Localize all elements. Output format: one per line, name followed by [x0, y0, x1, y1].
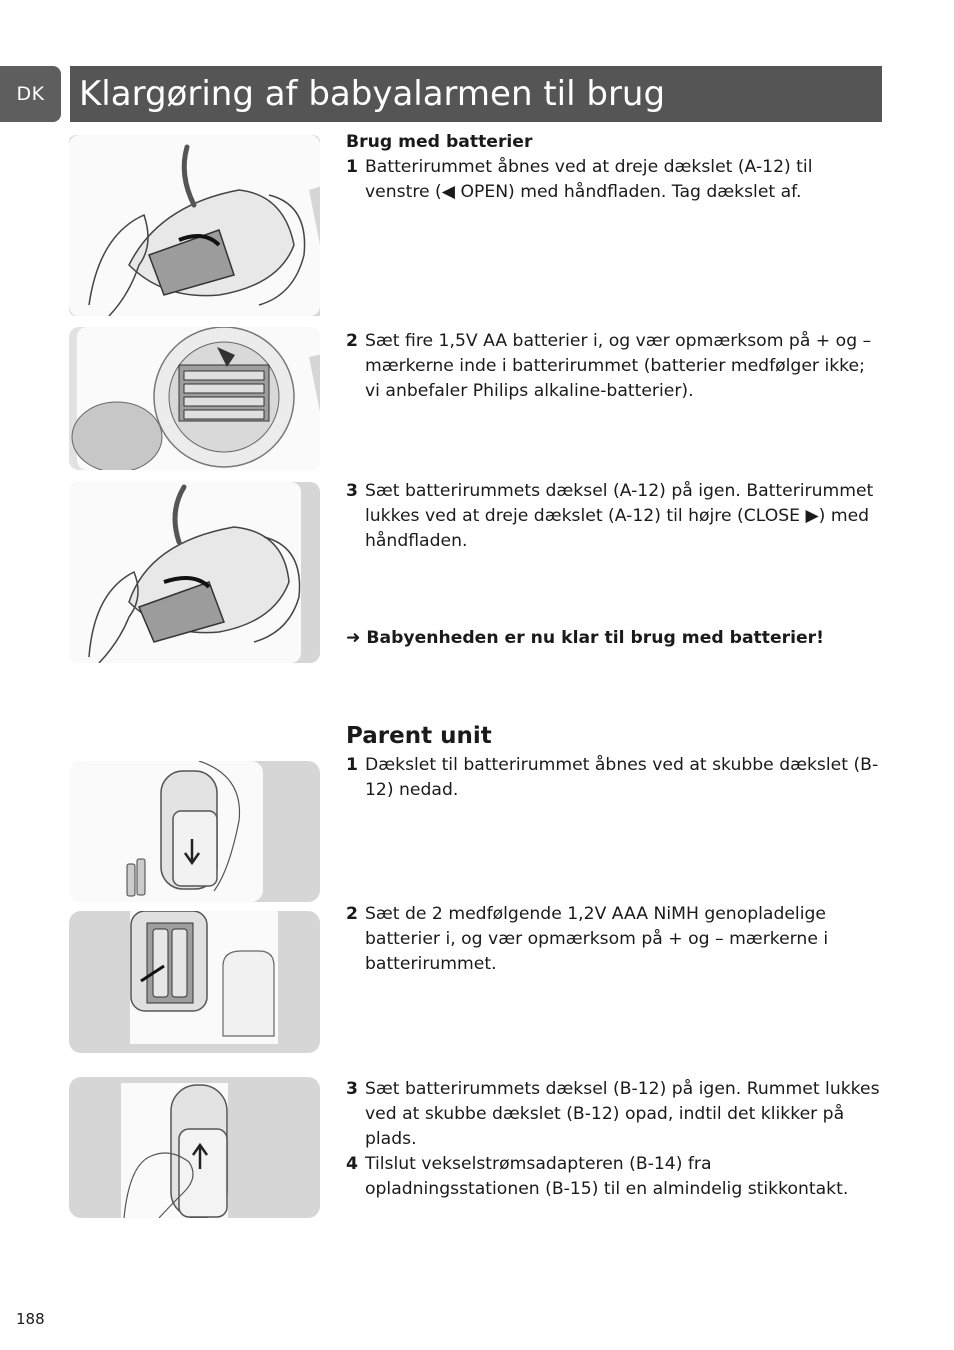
step-number: 4: [346, 1154, 358, 1174]
language-tab: DK: [0, 66, 61, 122]
step-item: [346, 1077, 881, 1152]
parent-unit-step-4-block: [346, 1152, 881, 1202]
parent-unit-step-1-block: [346, 753, 881, 803]
step-number: 1: [346, 755, 358, 775]
baby-unit-step-1-block: [346, 130, 881, 205]
step-text: Sæt batterirummets dæksel (A-12) på igen. Batterirummet lukkes ved at dreje dækslet (A-12) til højre (CLOSE ▶) med håndfladen.: [365, 481, 874, 551]
step-item: [346, 155, 881, 205]
step-number: 3: [346, 481, 358, 501]
result-note: [346, 628, 824, 648]
baby-unit-step-2-block: [346, 329, 881, 404]
illustration-open-parent-unit: [69, 761, 320, 902]
step-text: Sæt fire 1,5V AA batterier i, og vær opmærksom på + og – mærkerne inde i batterirummet (batterier medfølger ikke; vi anbefaler Philips alkaline-batterier).: [365, 331, 872, 401]
step-text: Sæt de 2 medfølgende 1,2V AAA NiMH genopladelige batterier i, og vær opmærksom på + og – mærkerne i batterirummet.: [365, 904, 829, 974]
step-text: Sæt batterirummets dæksel (B-12) på igen. Rummet lukkes ved at skubbe dækslet (B-12) opad, indtil det klikker på plads.: [365, 1079, 880, 1149]
step-number: 2: [346, 904, 358, 924]
parent-unit-step-3-block: [346, 1077, 881, 1152]
illustration-open-baby-unit: [69, 135, 320, 316]
section-heading-parent-unit: Parent unit: [346, 723, 492, 749]
arrow-icon: ➜: [346, 628, 361, 648]
subheading-batteries: Brug med batterier: [346, 132, 533, 152]
step-text: Tilslut vekselstrømsadapteren (B-14) fra opladningsstationen (B-15) til en almindelig stikkontakt.: [365, 1154, 849, 1199]
baby-unit-step-3-block: [346, 479, 881, 554]
page-number: 188: [16, 1310, 45, 1328]
page-title: Klargøring af babyalarmen til brug: [70, 66, 882, 122]
step-text: Batterirummet åbnes ved at dreje dækslet (A-12) til venstre (◀ OPEN) med håndfladen. Tag dækslet af.: [365, 157, 813, 202]
parent-unit-step-2-block: [346, 902, 881, 977]
step-number: 1: [346, 157, 358, 177]
illustration-close-baby-unit: [69, 482, 320, 663]
step-item: [346, 1152, 881, 1202]
step-text: Dækslet til batterirummet åbnes ved at skubbe dækslet (B-12) nedad.: [365, 755, 879, 800]
illustration-insert-aaa-batteries: [69, 911, 320, 1053]
illustration-insert-aa-batteries: [69, 327, 320, 470]
step-number: 2: [346, 331, 358, 351]
step-item: [346, 902, 881, 977]
illustration-close-parent-unit: [69, 1077, 320, 1218]
step-number: 3: [346, 1079, 358, 1099]
result-text: Babyenheden er nu klar til brug med batterier!: [366, 628, 824, 648]
step-item: [346, 479, 881, 554]
step-item: [346, 753, 881, 803]
step-item: [346, 329, 881, 404]
